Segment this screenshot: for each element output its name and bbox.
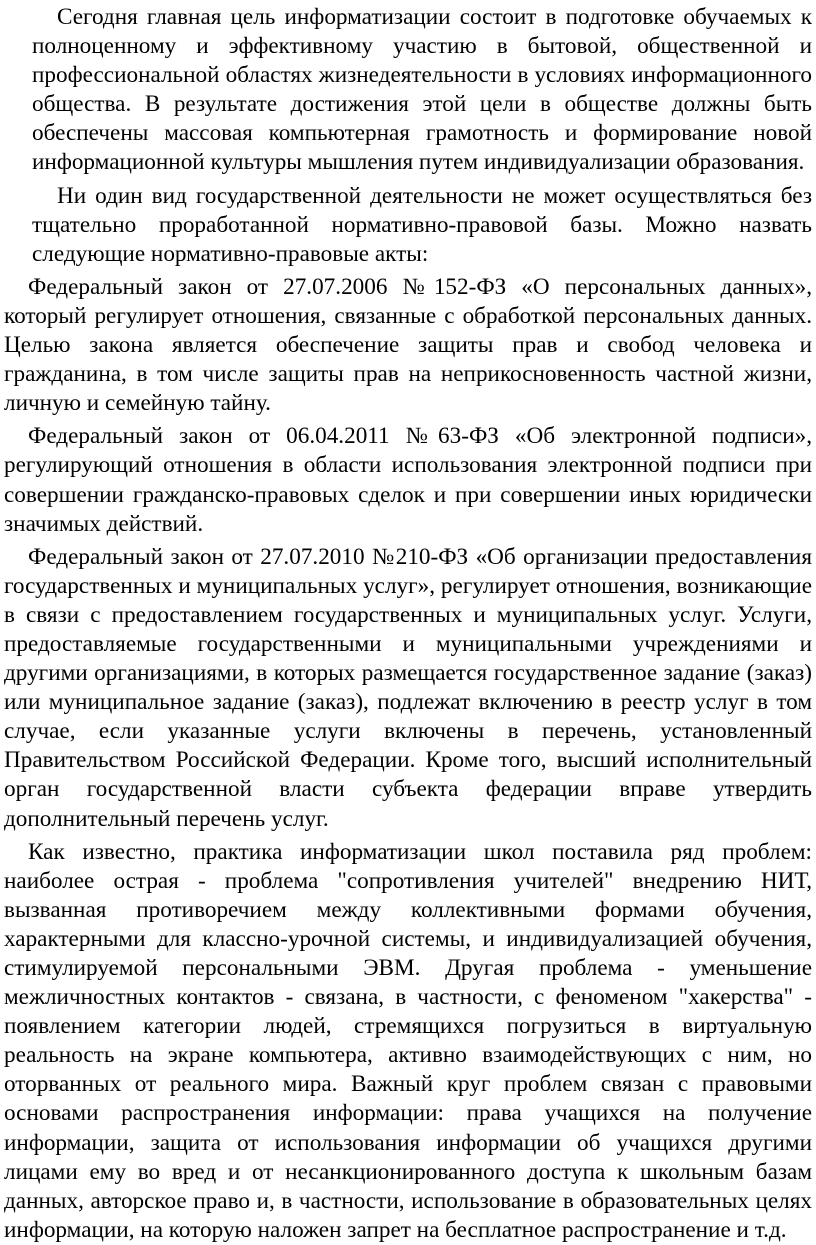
document-page [0, 3, 816, 1241]
paragraph-law-152-fz: Федеральный закон от 27.07.2006 №152-ФЗ «О персональных данных», который регулирует отношения, связанные с обработкой персональных данных. Целью закона является обеспечение защиты прав и свобод человека и гражданина, в том числе защиты прав на неприкосновенность частной жизни, личную и семейную тайну. [4, 273, 812, 417]
paragraph-informatization-goal: Сегодня главная цель информатизации состоит в подготовке обучаемых к полноценному и эффективному участию в бытовой, общественной и профессиональной областях жизнедеятельности в условиях информационного общества. В результате достижения этой цели в обществе должны быть обеспечены массовая компьютерная грамотность и формирование новой информационной культуры мышления путем индивидуализации образования. [32, 4, 812, 176]
paragraph-law-63-fz: Федеральный закон от 06.04.2011 №63-ФЗ «Об электронной подписи», регулирующий отношения в области использования электронной подписи при совершении гражданско-правовых сделок и при совершении иных юридически значимых действий. [4, 423, 812, 537]
paragraph-school-informatization-problems: Как известно, практика информатизации школ поставила ряд проблем: наиболее острая - проблема "сопротивления учителей" внедрению НИТ, вызванная противоречием между коллективными формами обучения, характерными для классно-урочной системы, и индивидуализацией обучения, стимулируемой персональными ЭВМ. Другая проблема - уменьшение межличностных контактов - связана, в частности, с феноменом "хакерства" - появлением категории людей, стремящихся погрузиться в виртуальную реальность на экране компьютера, активно взаимодействующих с ним, но оторванных от реального мира. Важный круг проблем связан с правовыми основами распространения информации: права учащихся на получение информации, защита от использования информации об учащихся другими лицами ему во вред и от несанкционированного доступа к школьным базам данных, авторское право и, в частности, использование в образовательных целях информации, на которую наложен запрет на бесплатное распространение и т.д. [4, 838, 812, 1243]
paragraph-legal-basis-intro: Ни один вид государственной деятельности не может осуществляться без тщательно проработанной нормативно-правовой базы. Можно назвать следующие нормативно-правовые акты: [32, 182, 812, 267]
paragraph-law-210-fz: Федеральный закон от 27.07.2010 №210-ФЗ «Об организации предоставления государственных и муниципальных услуг», регулирует отношения, возникающие в связи с предоставлением государственных и муниципальных услуг. Услуги, предоставляемые государственными и муниципальными учреждениями и другими организациями, в которых размещается государственное задание (заказ) или муниципальное задание (заказ), подлежат включению в реестр услуг в том случае, если указанные услуги включены в перечень, установленный Правительством Российской Федерации. Кроме того, высший исполнительный орган государственной власти субъекта федерации вправе утвердить дополнительный перечень услуг. [4, 543, 812, 832]
